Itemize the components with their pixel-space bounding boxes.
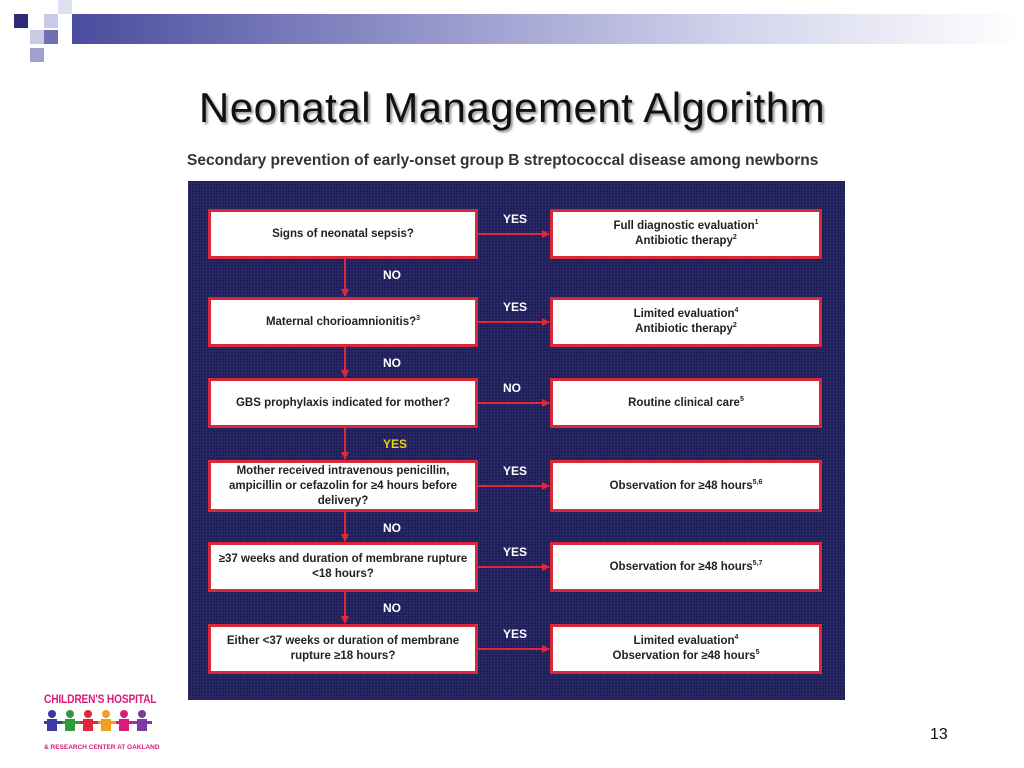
- question-text: ≥37 weeks and duration of membrane rupture <18 hours?: [218, 553, 468, 580]
- children-figures-icon: [44, 708, 154, 742]
- question-box: [208, 460, 478, 512]
- outcome-text: Routine clinical care: [628, 396, 740, 409]
- question-text: Mother received intravenous penicillin, ampicillin or cefazolin for ≥4 hours before delivery?: [228, 464, 458, 507]
- outcome-text: Antibiotic therapy: [635, 235, 733, 247]
- outcome-box: [550, 460, 822, 512]
- down-label: NO: [383, 356, 401, 370]
- outcome-text-footnote: 2: [732, 322, 737, 330]
- branch-label: YES: [503, 627, 528, 641]
- decor-square: [30, 48, 44, 62]
- outcome-text: Limited evaluation: [633, 635, 735, 647]
- decor-square: [44, 14, 58, 28]
- decor-square: [30, 30, 44, 44]
- outcome-box: [550, 297, 822, 347]
- logo-tagline: & RESEARCH CENTER AT OAKLAND: [44, 744, 160, 751]
- decor-square: [58, 0, 72, 14]
- outcome-text: Observation for ≥48 hours: [609, 560, 753, 573]
- question-box: [208, 378, 478, 428]
- outcome-text: Observation for ≥48 hours: [609, 479, 753, 492]
- question-box: [208, 209, 478, 259]
- outcome-text-footnote: 5: [739, 395, 744, 403]
- decor-square: [14, 14, 28, 28]
- down-label: NO: [383, 521, 401, 535]
- outcome-text: Full diagnostic evaluation: [613, 220, 755, 232]
- flowchart-panel: [188, 181, 845, 700]
- outcome-text: Observation for ≥48 hours: [612, 650, 756, 662]
- branch-label: NO: [503, 381, 521, 395]
- question-box: [208, 542, 478, 592]
- question-text: GBS prophylaxis indicated for mother?: [235, 396, 451, 409]
- header-gradient-bar: [72, 14, 1024, 44]
- question-box: [208, 297, 478, 347]
- figure-subtitle: Secondary prevention of early-onset group B streptococcal disease among newborns: [187, 152, 819, 169]
- logo-name: CHILDREN'S HOSPITAL: [44, 692, 157, 706]
- down-label: YES: [383, 437, 408, 451]
- question-text: Signs of neonatal sepsis?: [272, 227, 414, 240]
- outcome-text-footnote: 4: [734, 307, 739, 315]
- outcome-box: [550, 624, 822, 674]
- outcome-text-footnote: 5,7: [752, 559, 763, 567]
- question-box: [208, 624, 478, 674]
- question-text: Either <37 weeks or duration of membrane rupture ≥18 hours?: [226, 635, 460, 662]
- outcome-text: Limited evaluation: [633, 308, 735, 320]
- outcome-box: [550, 209, 822, 259]
- branch-label: YES: [503, 464, 528, 478]
- down-label: NO: [383, 601, 401, 615]
- outcome-text-footnote: 5: [755, 649, 760, 657]
- branch-label: YES: [503, 545, 528, 559]
- outcome-text-footnote: 5,6: [752, 478, 763, 486]
- outcome-box: [550, 378, 822, 428]
- page-number: 13: [930, 726, 948, 743]
- outcome-box: [550, 542, 822, 592]
- question-text: Maternal chorioamnionitis?: [265, 315, 417, 328]
- outcome-text: Antibiotic therapy: [635, 323, 733, 335]
- outcome-text-footnote: 2: [732, 234, 737, 242]
- slide-title: Neonatal Management Algorithm: [198, 84, 826, 131]
- down-label: NO: [383, 268, 401, 282]
- hospital-logo: [44, 692, 160, 754]
- question-text-footnote: 3: [416, 314, 421, 322]
- branch-label: YES: [503, 212, 528, 226]
- outcome-text-footnote: 1: [754, 219, 759, 227]
- outcome-text-footnote: 4: [734, 634, 739, 642]
- branch-label: YES: [503, 300, 528, 314]
- decor-square: [44, 30, 58, 44]
